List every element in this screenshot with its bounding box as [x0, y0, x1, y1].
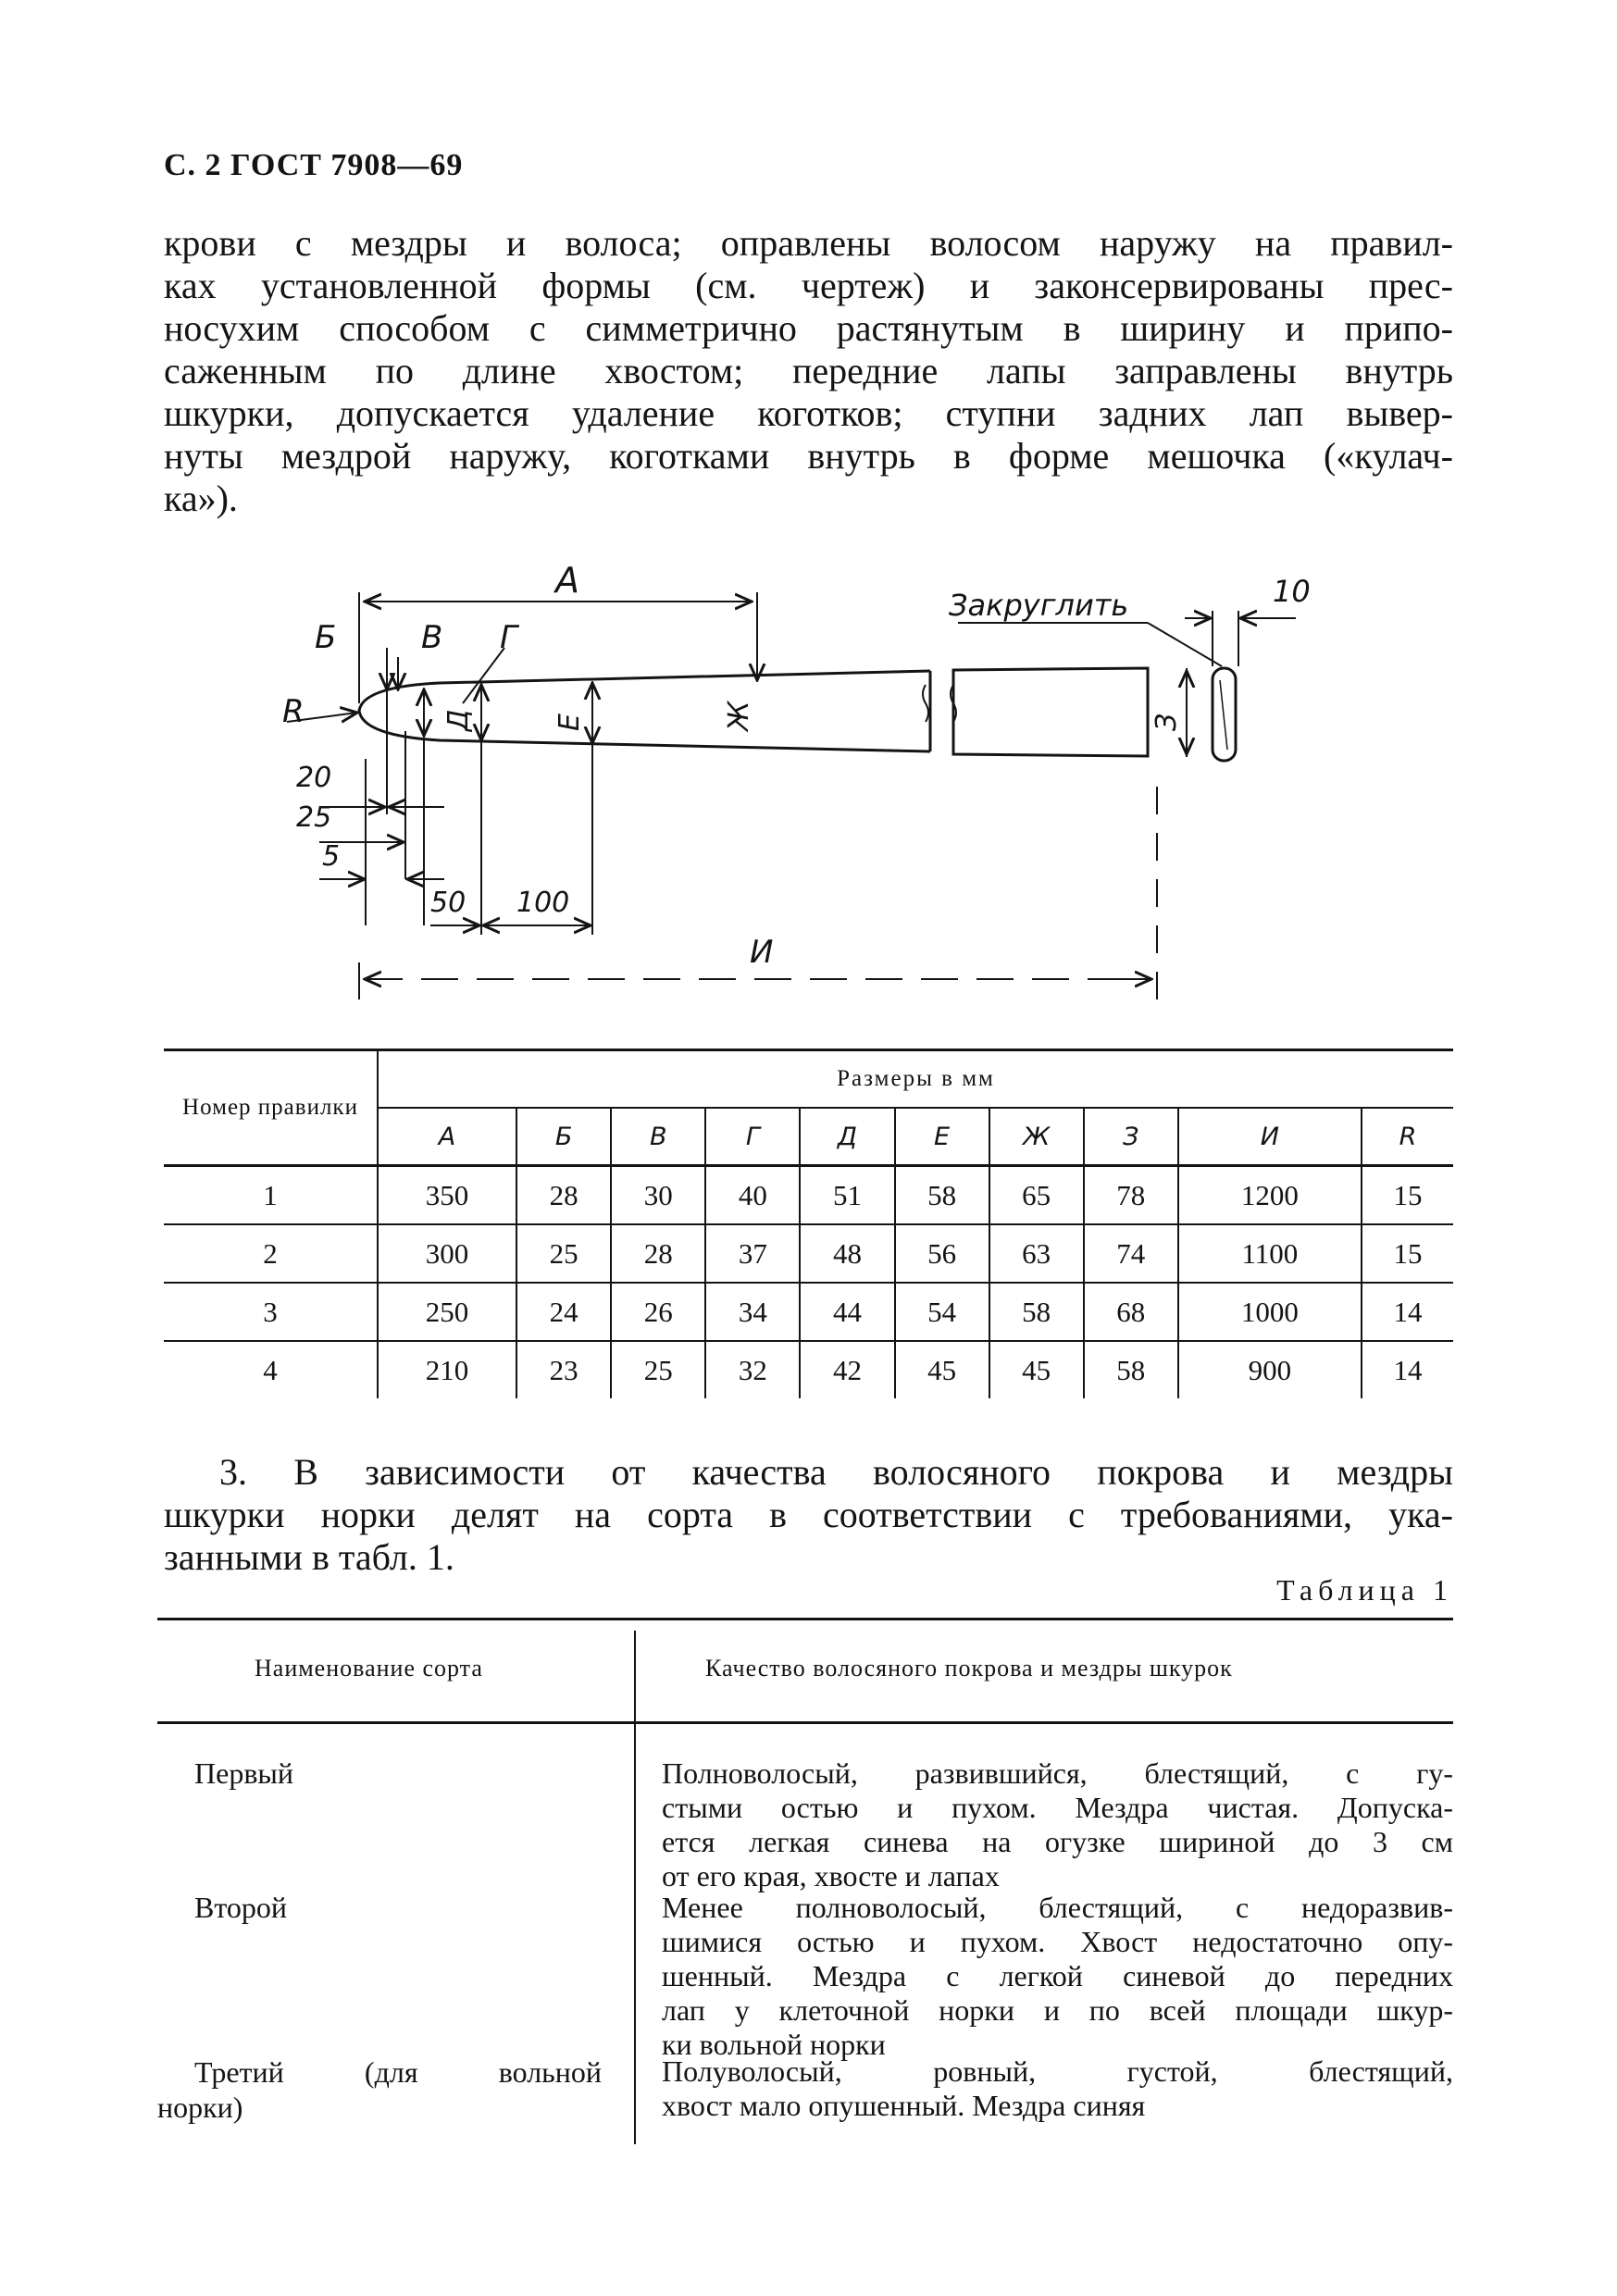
label-v: В	[421, 619, 443, 656]
dim-20: 20	[296, 762, 332, 794]
stretching-board-drawing	[0, 0, 1617, 1036]
dim-10: 10	[1273, 574, 1311, 609]
span-header: Размеры в мм	[378, 1051, 1453, 1108]
table-cell: 58	[895, 1166, 989, 1225]
table-cell: 48	[800, 1224, 894, 1283]
table-cell: 42	[800, 1341, 894, 1398]
column-header: Б	[516, 1108, 611, 1166]
table-cell: 54	[895, 1283, 989, 1341]
paragraph-line: шкурки норки делят на сорта в соответствии с требованиями, ука-	[164, 1494, 1453, 1535]
table-rule	[157, 1618, 1453, 1620]
dimensions-table	[164, 1049, 1453, 1431]
dim-5: 5	[322, 840, 341, 873]
column-header: З	[1084, 1108, 1178, 1166]
column-header: А	[378, 1108, 516, 1166]
table-cell: 24	[516, 1283, 611, 1341]
table-cell: 65	[989, 1166, 1084, 1225]
desc-line: стыми остью и пухом. Мездра чистая. Допуска-	[662, 1791, 1453, 1824]
column-header: Д	[800, 1108, 894, 1166]
table-row	[164, 1166, 1453, 1225]
paragraph-line: крови с мездры и волоса; оправлены волосом наружу на правил-	[164, 222, 1453, 264]
table-cell: 32	[705, 1341, 800, 1398]
row-number: 1	[164, 1166, 378, 1225]
label-i: И	[750, 934, 774, 971]
column-header: Г	[705, 1108, 800, 1166]
table-cell: 350	[378, 1166, 516, 1225]
row-number: 3	[164, 1283, 378, 1341]
name-line: норки)	[157, 2091, 243, 2124]
table-cell: 28	[611, 1224, 705, 1283]
column-header: Ж	[989, 1108, 1084, 1166]
grades-table	[157, 1618, 1453, 2154]
table-cell: 63	[989, 1224, 1084, 1283]
table-cell: 1000	[1178, 1283, 1362, 1341]
table-cell: 74	[1084, 1224, 1178, 1283]
dim-50: 50	[430, 887, 466, 919]
table-cell: 1200	[1178, 1166, 1362, 1225]
grade-desc-third	[662, 2054, 1453, 2123]
table-cell: 30	[611, 1166, 705, 1225]
table-cell: 250	[378, 1283, 516, 1341]
paragraph-line: саженным по длине хвостом; передние лапы заправлены внутрь	[164, 350, 1453, 391]
grade-desc-first	[662, 1756, 1453, 1893]
table-1-caption: Таблица 1	[1276, 1573, 1453, 1607]
label-a: А	[555, 560, 579, 601]
column-header: Е	[895, 1108, 989, 1166]
table-cell: 14	[1362, 1283, 1453, 1341]
dim-100: 100	[516, 887, 570, 919]
table-cell: 26	[611, 1283, 705, 1341]
name-line: Третий (для вольной	[194, 2055, 602, 2089]
paragraph-line: ках установленной формы (см. чертеж) и законсервированы прес-	[164, 265, 1453, 306]
table-cell: 45	[989, 1341, 1084, 1398]
table-row	[164, 1341, 1453, 1398]
desc-line: лап у клеточной норки и по всей площади шкур-	[662, 1993, 1453, 2027]
paragraph-line: нуты мездрой наружу, коготками внутрь в форме мешочка («кулач-	[164, 435, 1453, 477]
label-zh: Ж	[723, 701, 755, 731]
desc-line: Менее полноволосый, блестящий, с недоразвив-	[662, 1891, 1453, 1924]
section-3-paragraph	[164, 1451, 1453, 1579]
table-rule	[157, 1721, 1453, 1724]
grade-name-second: Второй	[194, 1891, 288, 1924]
board-tail	[953, 668, 1148, 756]
table-cell: 58	[1084, 1341, 1178, 1398]
table-cell: 15	[1362, 1224, 1453, 1283]
table-cell: 58	[989, 1283, 1084, 1341]
desc-line: ется легкая синева на огузке шириной до 3 см	[662, 1825, 1453, 1858]
table-cell: 900	[1178, 1341, 1362, 1398]
desc-line: шимися остью и пухом. Хвост недостаточно опу-	[662, 1925, 1453, 1958]
paragraph-line: ка»).	[164, 478, 238, 519]
column-header: И	[1178, 1108, 1362, 1166]
desc-line: Полуволосый, ровный, густой, блестящий,	[662, 2054, 1453, 2088]
table-row	[164, 1283, 1453, 1341]
break-mark	[923, 685, 928, 722]
row-number: 2	[164, 1224, 378, 1283]
table-cell: 40	[705, 1166, 800, 1225]
table-cell: 23	[516, 1341, 611, 1398]
rounding-note: Закруглить	[949, 588, 1129, 623]
label-e: Е	[554, 714, 586, 731]
paragraph-line: шкурки, допускается удаление коготков; ступни задних лап вывер-	[164, 392, 1453, 434]
table-cell: 14	[1362, 1341, 1453, 1398]
table-cell: 210	[425, 1353, 469, 1386]
desc-line: от его края, хвосте и лапах	[662, 1859, 1000, 1893]
quality-header: Качество волосяного покрова и мездры шкурок	[705, 1655, 1233, 1682]
table-cell: 78	[1084, 1166, 1178, 1225]
grade-desc-second	[662, 1891, 1453, 2062]
table-cell: 56	[895, 1224, 989, 1283]
table-cell: 25	[516, 1224, 611, 1283]
table-row	[164, 1224, 1453, 1283]
table-cell: 34	[705, 1283, 800, 1341]
column-header: В	[611, 1108, 705, 1166]
label-b: Б	[315, 619, 337, 656]
column-divider	[634, 1631, 636, 2144]
dim-25: 25	[296, 801, 332, 834]
table-cell: 37	[705, 1224, 800, 1283]
desc-line: шенный. Мездра с легкой синевой до передних	[662, 1959, 1453, 1992]
label-d: Д	[442, 709, 475, 731]
desc-line: хвост мало опушенный. Мездра синяя	[662, 2089, 1146, 2122]
page-header: С. 2 ГОСТ 7908—69	[164, 148, 464, 182]
desc-line: Полноволосый, развившийся, блестящий, с гу-	[662, 1756, 1453, 1790]
grade-name-first: Первый	[194, 1756, 294, 1790]
paragraph-line: носухим способом с симметрично растянутым в ширину и припо-	[164, 307, 1453, 349]
table-cell: 51	[800, 1166, 894, 1225]
row-header: Номер правилки	[164, 1051, 378, 1166]
table-cell: 68	[1084, 1283, 1178, 1341]
table-cell: 15	[1362, 1166, 1453, 1225]
table-cell: 44	[800, 1283, 894, 1341]
table-cell: 45	[895, 1341, 989, 1398]
table-cell: 28	[516, 1166, 611, 1225]
label-r: R	[282, 693, 305, 730]
table-cell: 300	[378, 1224, 516, 1283]
grade-name-header: Наименование сорта	[255, 1655, 483, 1682]
label-g: Г	[500, 619, 517, 656]
paragraph-line: занными в табл. 1.	[164, 1536, 454, 1578]
paragraph-line: 3. В зависимости от качества волосяного покрова и мездры	[219, 1451, 1453, 1493]
label-z: З	[1151, 713, 1183, 731]
table-cell: 1100	[1178, 1224, 1362, 1283]
row-number: 4	[164, 1341, 378, 1398]
grade-name-third	[157, 2054, 602, 2125]
table-cell: 25	[611, 1341, 705, 1398]
desc-line: ки вольной норки	[662, 2028, 886, 2061]
column-header: R	[1362, 1108, 1453, 1166]
